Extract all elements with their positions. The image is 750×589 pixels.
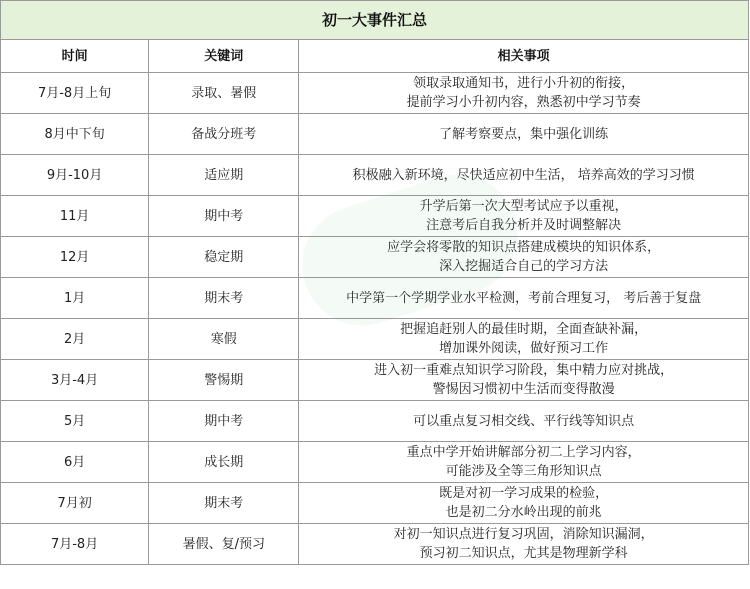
cell-time: 3月-4月 — [1, 360, 149, 401]
cell-time: 7月-8月上旬 — [1, 73, 149, 114]
cell-time: 5月 — [1, 401, 149, 442]
cell-time: 6月 — [1, 442, 149, 483]
table-row — [1, 278, 749, 319]
cell-keyword: 录取、暑假 — [149, 73, 299, 114]
cell-details — [299, 483, 749, 524]
header-keyword: 关键词 — [149, 40, 299, 73]
cell-details — [299, 114, 749, 155]
detail-line: 升学后第一次大型考试应予以重视， — [419, 199, 628, 214]
table-row — [1, 114, 749, 155]
detail-line: 积极融入新环境，尽快适应初中生活， 培养高效的学习习惯 — [352, 167, 695, 183]
detail-line: 预习初二知识点，尤其是物理新学科 — [419, 546, 628, 561]
detail-line: 了解考察要点，集中强化训练 — [439, 126, 609, 142]
cell-time: 12月 — [1, 237, 149, 278]
table-row — [1, 196, 749, 237]
cell-keyword: 适应期 — [149, 155, 299, 196]
table-row — [1, 319, 749, 360]
cell-details — [299, 319, 749, 360]
cell-keyword: 暑假、复/预习 — [149, 524, 299, 565]
header-row — [1, 40, 749, 73]
table-row — [1, 524, 749, 565]
detail-line: 深入挖掘适合自己的学习方法 — [439, 259, 609, 274]
table-row — [1, 442, 749, 483]
cell-details — [299, 442, 749, 483]
table-body — [1, 1, 749, 565]
detail-line: 进入初一重难点知识学习阶段，集中精力应对挑战， — [374, 363, 674, 378]
table-row — [1, 237, 749, 278]
detail-line: 既是对初一学习成果的检验， — [439, 486, 609, 501]
table-title: 初一大事件汇总 — [1, 1, 749, 40]
cell-time: 1月 — [1, 278, 149, 319]
table-row — [1, 401, 749, 442]
table-row — [1, 155, 749, 196]
detail-line: 中学第一个学期学业水平检测，考前合理复习， 考后善于复盘 — [346, 290, 702, 306]
detail-line: 可能涉及全等三角形知识点 — [445, 464, 602, 479]
cell-keyword: 期末考 — [149, 278, 299, 319]
detail-line: 可以重点复习相交线、平行线等知识点 — [413, 413, 635, 429]
table-row — [1, 360, 749, 401]
detail-line: 应学会将零散的知识点搭建成模块的知识体系， — [387, 240, 661, 255]
header-time: 时间 — [1, 40, 149, 73]
cell-time: 7月初 — [1, 483, 149, 524]
cell-keyword: 期中考 — [149, 196, 299, 237]
cell-keyword: 稳定期 — [149, 237, 299, 278]
cell-details — [299, 73, 749, 114]
cell-keyword: 备战分班考 — [149, 114, 299, 155]
detail-line: 领取录取通知书，进行小升初的衔接， — [413, 76, 635, 91]
detail-line: 增加课外阅读，做好预习工作 — [439, 341, 609, 356]
cell-details — [299, 524, 749, 565]
detail-line: 警惕因习惯初中生活而变得散漫 — [432, 382, 615, 397]
cell-keyword: 期末考 — [149, 483, 299, 524]
title-row — [1, 1, 749, 40]
cell-details — [299, 237, 749, 278]
table-row — [1, 483, 749, 524]
detail-line: 注意考后自我分析并及时调整解决 — [426, 218, 622, 233]
detail-line: 重点中学开始讲解部分初二上学习内容， — [406, 445, 641, 460]
cell-details — [299, 401, 749, 442]
cell-details — [299, 196, 749, 237]
cell-time: 7月-8月 — [1, 524, 149, 565]
cell-keyword: 期中考 — [149, 401, 299, 442]
cell-time: 11月 — [1, 196, 149, 237]
table-row — [1, 73, 749, 114]
cell-keyword: 警惕期 — [149, 360, 299, 401]
cell-details — [299, 278, 749, 319]
detail-line: 提前学习小升初内容，熟悉初中学习节奏 — [406, 95, 641, 110]
cell-time: 2月 — [1, 319, 149, 360]
detail-line: 把握追赶别人的最佳时期，全面查缺补漏， — [400, 322, 648, 337]
header-details: 相关事项 — [299, 40, 749, 73]
cell-time: 8月中下旬 — [1, 114, 149, 155]
cell-details — [299, 360, 749, 401]
cell-details — [299, 155, 749, 196]
cell-keyword: 成长期 — [149, 442, 299, 483]
cell-keyword: 寒假 — [149, 319, 299, 360]
cell-time: 9月-10月 — [1, 155, 149, 196]
detail-line: 对初一知识点进行复习巩固，消除知识漏洞， — [393, 527, 654, 542]
detail-line: 也是初二分水岭出现的前兆 — [445, 505, 602, 520]
